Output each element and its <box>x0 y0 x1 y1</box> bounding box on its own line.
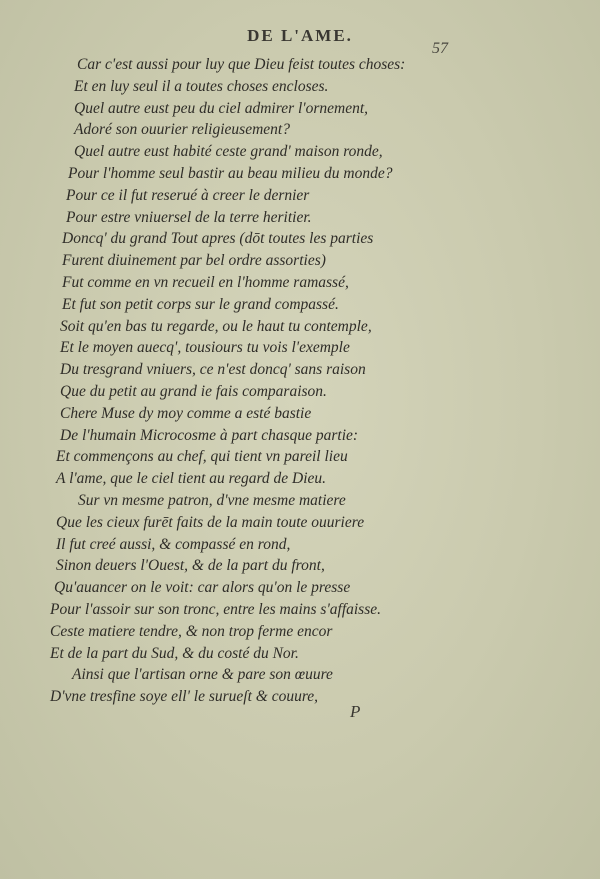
verse-line: Sinon deuers l'Ouest, & de la part du front, <box>56 557 325 575</box>
verse-line: Soit qu'en bas tu regarde, ou le haut tu contemple, <box>60 317 372 335</box>
verse-line: Pour l'assoir sur son tronc, entre les mains s'affaisse. <box>50 600 381 618</box>
verse-line: Adoré son ouurier religieusement? <box>74 121 290 139</box>
verse-line: Pour l'homme seul bastir au beau milieu du monde? <box>68 164 393 182</box>
verse-line: Et fut son petit corps sur le grand compassé. <box>62 295 339 313</box>
verse-line: Car c'est aussi pour luy que Dieu feist toutes choses: <box>77 56 406 73</box>
verse-line: Ainsi que l'artisan orne & pare son œuure <box>72 666 333 684</box>
verse-line: Fut comme en vn recueil en l'homme ramassé, <box>62 273 349 291</box>
verse-line: Que les cieux furēt faits de la main toute ouuriere <box>56 513 365 531</box>
verse-line: Et le moyen auecq', tousiours tu vois l'exemple <box>60 339 350 357</box>
verse-line: Et commençons au chef, qui tient vn pareil lieu <box>56 448 348 466</box>
verse-line: Quel autre eust peu du ciel admirer l'ornement, <box>74 99 369 117</box>
verse-line: Pour ce il fut reserué à creer le dernier <box>66 186 310 204</box>
verse-line: Qu'auancer on le voit: car alors qu'on le presse <box>54 579 351 597</box>
verse-line: Chere Muse dy moy comme a esté bastie <box>60 404 312 422</box>
verse-line: Pour estre vniuersel de la terre heritier. <box>66 208 312 226</box>
verse-text <box>0 54 600 708</box>
verse-line: Du tresgrand vniuers, ce n'est doncq' sans raison <box>60 361 366 379</box>
verse-line: Que du petit au grand ie fais comparaison. <box>60 382 327 400</box>
running-head: DE L'AME. <box>247 26 353 45</box>
verse-line: Et de la part du Sud, & du costé du Nor. <box>50 644 299 662</box>
verse-line: Ceste matiere tendre, & non trop ferme encor <box>50 622 333 640</box>
signature-mark: P <box>350 702 361 721</box>
verse-line: Doncq' du grand Tout apres (dōt toutes les parties <box>62 230 374 248</box>
verse-line: Sur vn mesme patron, d'vne mesme matiere <box>78 491 346 509</box>
verse-line: Quel autre eust habité ceste grand' maison ronde, <box>74 143 383 161</box>
verse-line: Et en luy seul il a toutes choses encloses. <box>74 77 329 95</box>
verse-line: Il fut creé aussi, & compassé en rond, <box>56 535 291 553</box>
verse-line: De l'humain Microcosme à part chasque partie: <box>60 426 359 444</box>
verse-line: Furent diuinement par bel ordre assorties) <box>62 252 326 270</box>
page-number: 57 <box>432 40 448 57</box>
verse-line: D'vne tresfine soye ell' le surueſt & couure, <box>50 688 319 706</box>
verse-line: A l'ame, que le ciel tient au regard de Dieu. <box>56 470 327 488</box>
